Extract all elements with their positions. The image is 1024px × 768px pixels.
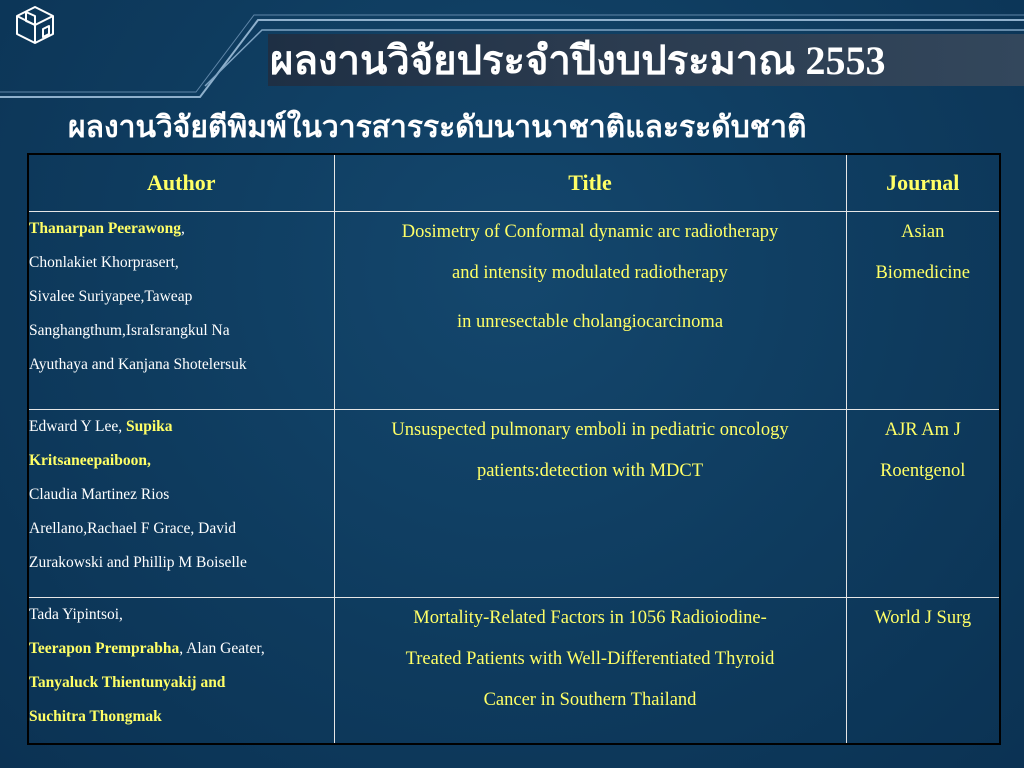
title-line: in unresectable cholangiocarcinoma (456, 312, 724, 332)
title-line: Cancer in Southern Thailand (483, 690, 697, 710)
table-row (28, 410, 1000, 598)
journal-line: Asian (901, 222, 945, 242)
highlighted-author: Teerapon Premprabha (29, 640, 180, 657)
page-subtitle: ผลงานวิจัยตีพิมพ์ในวารสารระดับนานาชาติและระดับชาติ (68, 111, 807, 144)
author-line: Tada Yipintsoi, (29, 606, 123, 623)
author-line: Sanghangthum,IsraIsrangkul Na (29, 322, 230, 339)
title-line: Treated Patients with Well-Differentiated Thyroid (405, 649, 775, 669)
author-line: Sivalee Suriyapee,Taweap (29, 288, 193, 305)
author-line: Ayuthaya and Kanjana Shotelersuk (29, 356, 247, 373)
table-header-row (28, 154, 1000, 212)
highlighted-author: Supika (125, 418, 173, 435)
page-title: ผลงานวิจัยประจำปีงบประมาณ 2553 (270, 38, 886, 83)
title-line: and intensity modulated radiotherapy (452, 263, 728, 283)
table-row (28, 598, 1000, 744)
title-line: Mortality-Related Factors in 1056 Radioiodine- (413, 608, 767, 628)
author-cell (28, 598, 334, 744)
author-separator: , (181, 220, 185, 237)
author-line: Zurakowski and Phillip M Boiselle (29, 554, 247, 571)
highlighted-author: Tanyaluck Thientunyakij and (29, 674, 226, 691)
author-line: Claudia Martinez Rios (29, 486, 170, 503)
author-cell (28, 212, 334, 410)
university-logo-icon (12, 4, 58, 46)
title-line: Unsuspected pulmonary emboli in pediatric oncology (391, 420, 789, 440)
author-name: Edward Y Lee, (29, 418, 126, 435)
header-journal: Journal (846, 154, 1000, 212)
title-cell (334, 212, 846, 410)
title-cell (334, 598, 846, 744)
title-cell (334, 410, 846, 598)
journal-cell (846, 212, 1000, 410)
author-name: , Alan Geater, (179, 640, 265, 657)
highlighted-author: Suchitra Thongmak (29, 708, 162, 725)
journal-line: World J Surg (874, 608, 972, 628)
author-cell (28, 410, 334, 598)
title-line: patients:detection with MDCT (476, 461, 704, 481)
author-line: Arellano,Rachael F Grace, David (29, 520, 237, 537)
journal-line: Biomedicine (875, 263, 971, 283)
journal-cell (846, 598, 1000, 744)
title-line: Dosimetry of Conformal dynamic arc radiotherapy (401, 222, 779, 242)
highlighted-author: Kritsaneepaiboon, (29, 452, 151, 469)
journal-cell (846, 410, 1000, 598)
publications-table (27, 153, 1001, 745)
author-line: Chonlakiet Khorprasert, (29, 254, 179, 271)
journal-line: Roentgenol (880, 461, 966, 481)
table-row (28, 212, 1000, 410)
header-author: Author (28, 154, 334, 212)
header-title: Title (334, 154, 846, 212)
highlighted-author: Thanarpan Peerawong (29, 220, 181, 237)
journal-line: AJR Am J (884, 420, 961, 440)
